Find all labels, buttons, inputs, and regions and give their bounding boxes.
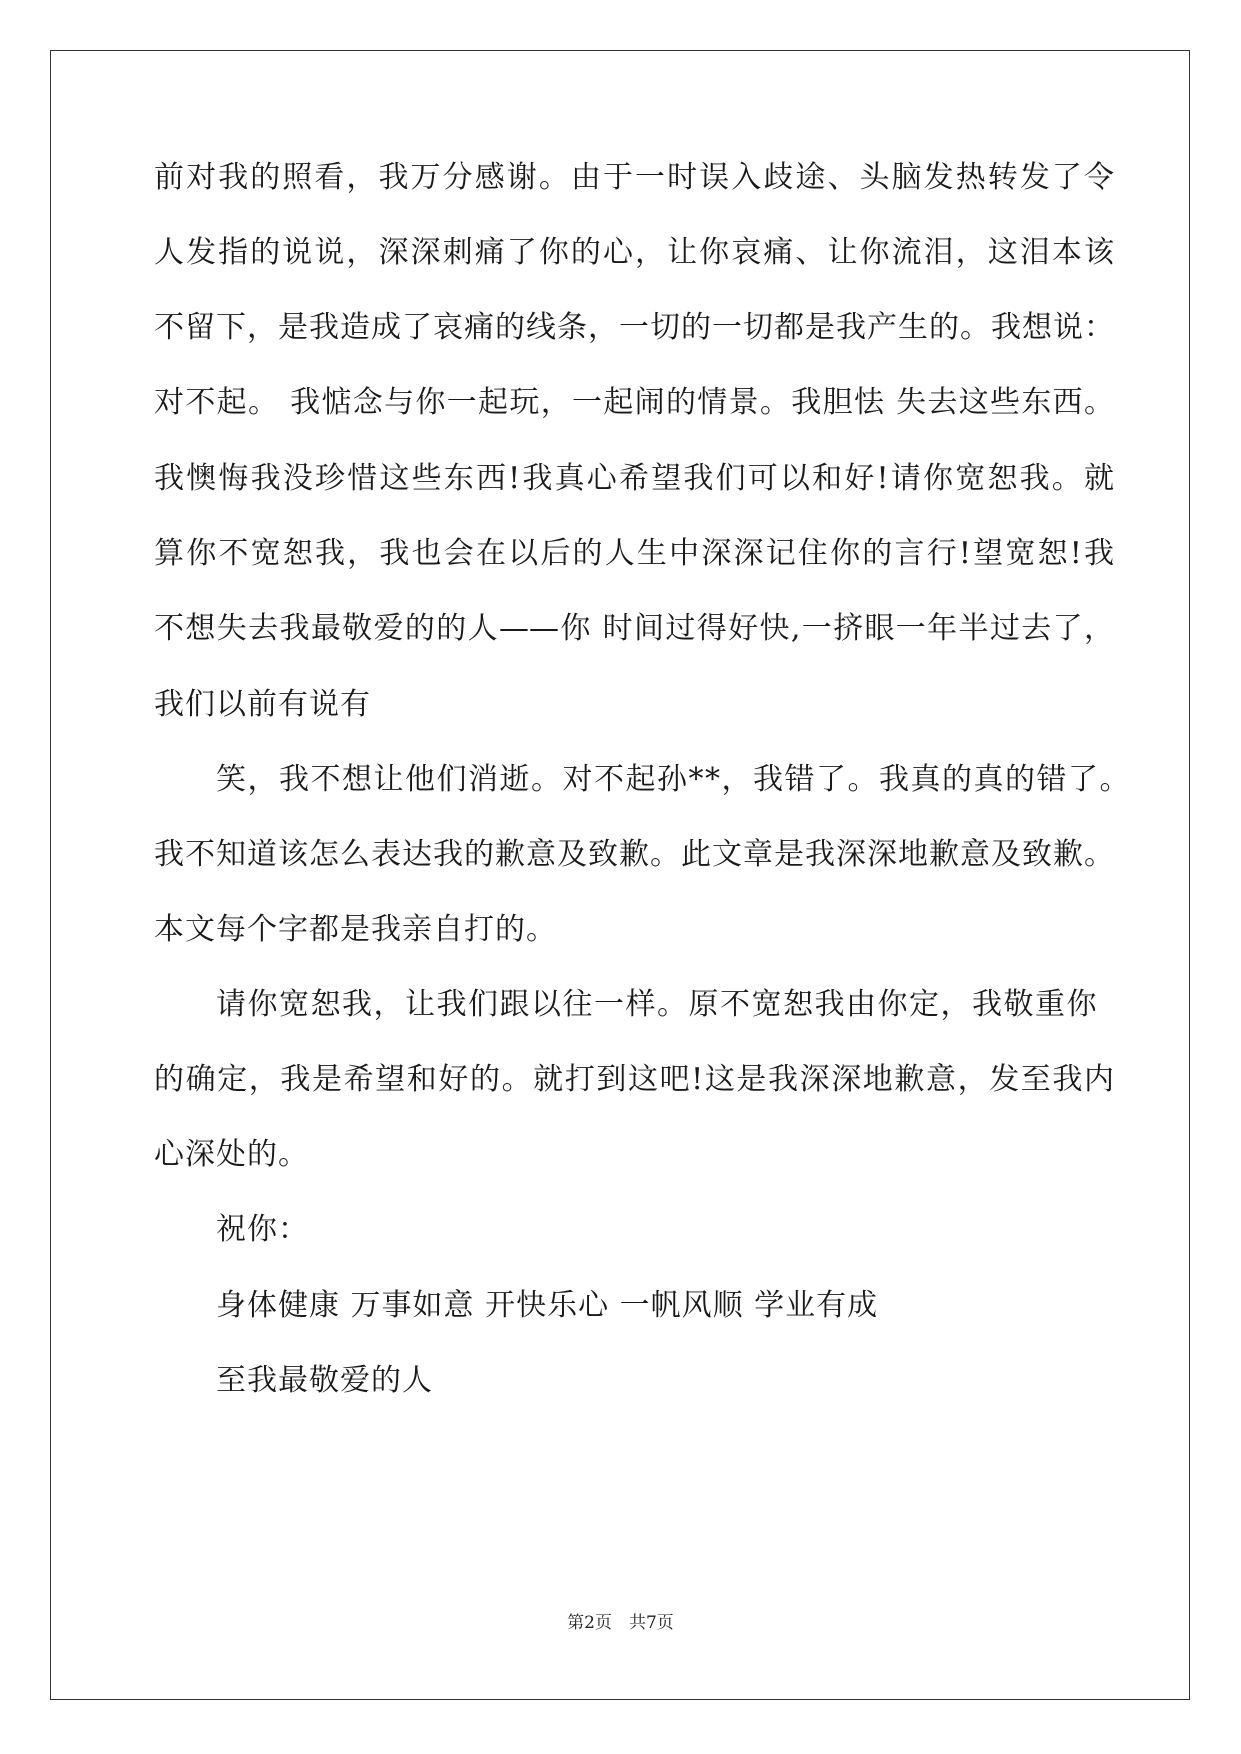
- greeting-line: 祝你：: [216, 1212, 309, 1247]
- text-line: 本文每个字都是我亲自打的。: [154, 912, 557, 947]
- wishes-line: 身体健康 万事如意 开快乐心 一帆风顺 学业有成: [216, 1288, 879, 1323]
- paragraph-start-line: 请你宽恕我，让我们跟以往一样。原不宽恕我由你定，我敬重你: [216, 987, 1098, 1022]
- text-line: 的确定，我是希望和好的。就打到这吧!这是我深深地歉意，发至我内: [154, 1062, 1114, 1097]
- text-line: 人发指的说说，深深刺痛了你的心，让你哀痛、让你流泪，这泪本该: [154, 235, 1114, 270]
- text-line: 我不知道该怎么表达我的歉意及致歉。此文章是我深深地歉意及致歉。: [154, 837, 1114, 872]
- paragraph-start-line: 笑，我不想让他们消逝。对不起孙**，我错了。我真的真的错了。: [216, 762, 1131, 797]
- text-line: 心深处的。: [154, 1137, 309, 1172]
- page-frame: [50, 50, 1190, 1700]
- page-number: 第2页 共7页: [567, 1613, 674, 1633]
- text-line: 我们以前有说有: [154, 687, 371, 722]
- text-line: 我懊悔我没珍惜这些东西!我真心希望我们可以和好!请你宽恕我。就: [154, 461, 1114, 496]
- text-line: 对不起。 我惦念与你一起玩，一起闹的情景。我胆怯 失去这些东西。: [154, 385, 1114, 420]
- text-line: 前对我的照看，我万分感谢。由于一时误入歧途、头脑发热转发了令: [154, 160, 1114, 195]
- text-line: 不留下，是我造成了哀痛的线条，一切的一切都是我产生的。我想说：: [154, 310, 1114, 345]
- closing-line: 至我最敬爱的人: [216, 1363, 433, 1398]
- text-line: 算你不宽恕我，我也会在以后的人生中深深记住你的言行!望宽恕!我: [154, 536, 1114, 571]
- text-line: 不想失去我最敬爱的的人——你 时间过得好快,一挤眼一年半过去了，: [154, 611, 1114, 646]
